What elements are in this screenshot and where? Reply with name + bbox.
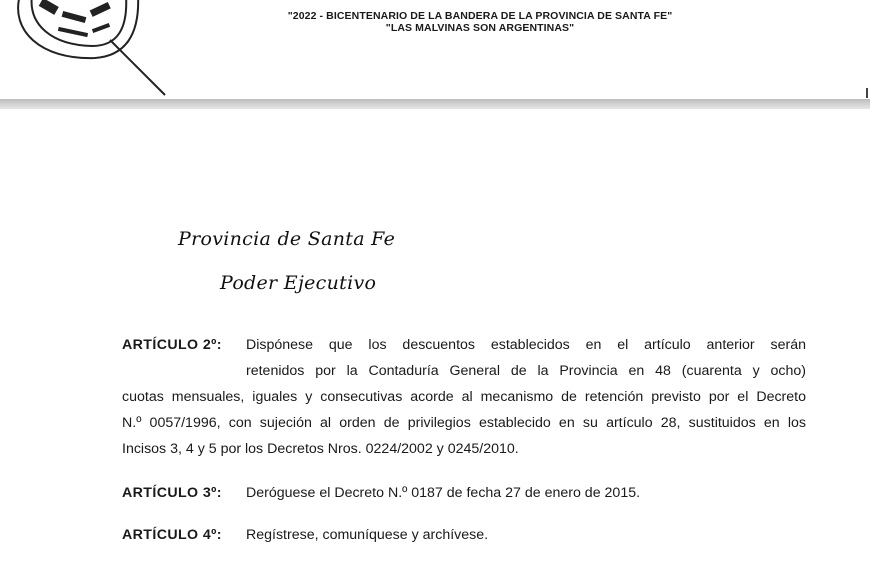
- article-3-label: ARTÍCULO 3º:: [122, 485, 222, 501]
- article-4-label: ARTÍCULO 4º:: [122, 527, 222, 543]
- article-2-line-4: N.º 0057/1996, con sujeción al orden de privilegios establecido en su artículo 28, sustituidos en los: [122, 415, 806, 431]
- article-2-line-3: cuotas mensuales, iguales y consecutivas acorde al mecanismo de retención previsto por el Decreto: [122, 389, 806, 405]
- article-2: [122, 332, 806, 462]
- letterhead-executive: Poder Ejecutivo: [220, 272, 377, 294]
- article-2-label: ARTÍCULO 2º:: [122, 337, 222, 353]
- article-3-text: Deróguese el Decreto N.º 0187 de fecha 27 de enero de 2015.: [246, 485, 641, 501]
- commemorative-motto: [200, 10, 760, 34]
- article-2-line-5: Incisos 3, 4 y 5 por los Decretos Nros. 0224/2002 y 0245/2010.: [122, 441, 519, 457]
- article-4: [122, 522, 806, 548]
- article-3: [122, 480, 806, 506]
- article-4-text: Regístrese, comuníquese y archívese.: [246, 527, 489, 543]
- edge-mark: [866, 88, 868, 98]
- motto-line-2: "LAS MALVINAS SON ARGENTINAS": [385, 22, 575, 34]
- motto-line-1: "2022 - BICENTENARIO DE LA BANDERA DE LA PROVINCIA DE SANTA FE": [287, 10, 673, 22]
- article-2-line-1: Dispónese que los descuentos establecidos en el artículo anterior serán: [246, 337, 806, 353]
- article-2-line-2: retenidos por la Contaduría General de la Provincia en 48 (cuarenta y ocho): [246, 363, 806, 379]
- letterhead-province: Provincia de Santa Fe: [178, 228, 396, 250]
- page-divider: [0, 99, 870, 109]
- official-seal-stamp: [0, 0, 200, 100]
